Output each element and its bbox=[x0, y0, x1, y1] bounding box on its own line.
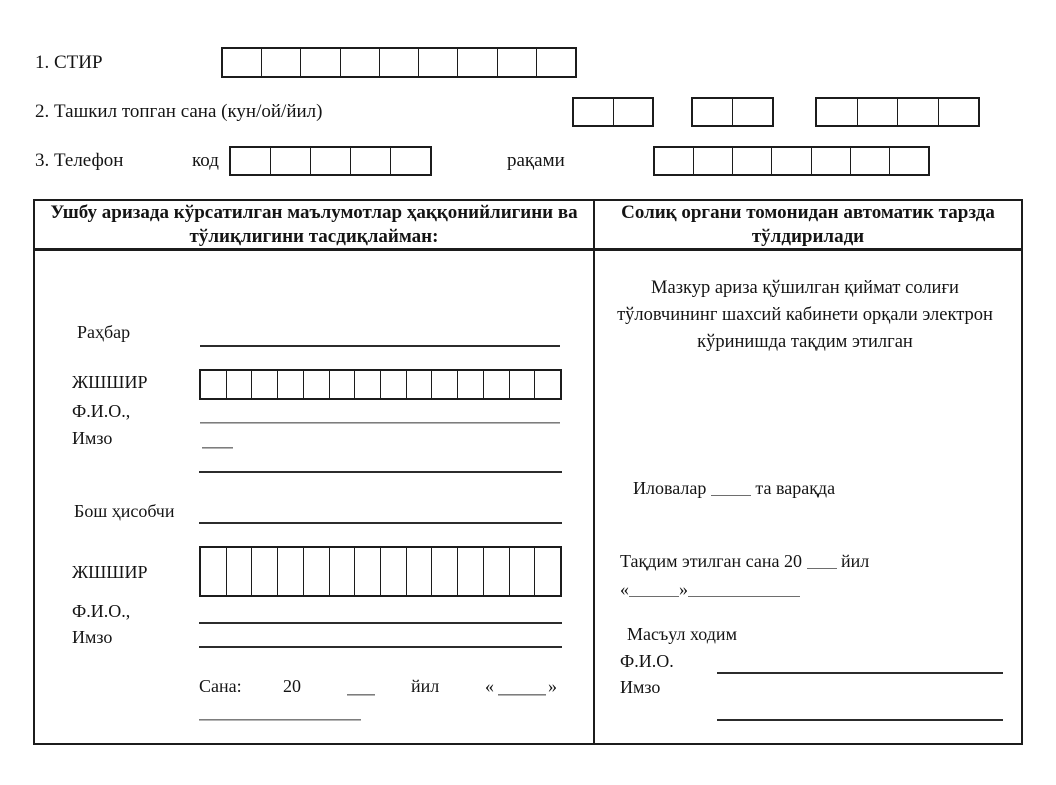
submitted-quote-open: « bbox=[620, 579, 629, 599]
input-cell[interactable] bbox=[772, 148, 811, 174]
input-cell[interactable] bbox=[458, 371, 484, 398]
input-cell[interactable] bbox=[201, 548, 227, 595]
date-bottom-line[interactable] bbox=[199, 719, 361, 720]
submitted-month-blank[interactable] bbox=[688, 582, 800, 597]
input-cell[interactable] bbox=[537, 49, 575, 76]
submitted-prefix: Тақдим этилган сана 20 bbox=[620, 551, 802, 571]
attachments-suffix: та варақда bbox=[755, 478, 836, 498]
input-cell[interactable] bbox=[252, 548, 278, 595]
input-cell[interactable] bbox=[311, 148, 351, 174]
input-cell[interactable] bbox=[733, 148, 772, 174]
input-cell[interactable] bbox=[858, 99, 899, 125]
input-cell[interactable] bbox=[510, 548, 536, 595]
director-signature-label: Имзо bbox=[72, 428, 113, 448]
left-column-header: Ушбу аризада кўрсатилган маълумотлар ҳаққонийлигини ва тўлиқлигини тасдиқлайман: bbox=[50, 202, 578, 247]
input-cell[interactable] bbox=[510, 371, 536, 398]
director-fio-label: Ф.И.О., bbox=[72, 401, 131, 421]
accountant-signature-line[interactable] bbox=[199, 646, 562, 648]
input-cell[interactable] bbox=[484, 548, 510, 595]
input-cell[interactable] bbox=[271, 148, 311, 174]
input-cell[interactable] bbox=[614, 99, 653, 125]
input-cell[interactable] bbox=[484, 371, 510, 398]
input-cell[interactable] bbox=[535, 548, 560, 595]
founded-date-month-boxes[interactable] bbox=[691, 97, 774, 127]
date-quote-close: » bbox=[548, 676, 557, 696]
founded-date-year-boxes[interactable] bbox=[815, 97, 980, 127]
date-century: 20 bbox=[283, 676, 301, 696]
director-name-line[interactable] bbox=[200, 345, 560, 347]
input-cell[interactable] bbox=[407, 548, 433, 595]
input-cell[interactable] bbox=[341, 49, 380, 76]
input-cell[interactable] bbox=[351, 148, 391, 174]
submitted-day-blank[interactable] bbox=[629, 582, 679, 597]
input-cell[interactable] bbox=[330, 371, 356, 398]
accountant-fio-label: Ф.И.О., bbox=[72, 601, 131, 621]
submitted-year-blank[interactable] bbox=[807, 554, 837, 569]
input-cell[interactable] bbox=[391, 148, 430, 174]
input-cell[interactable] bbox=[432, 548, 458, 595]
official-fio-label: Ф.И.О. bbox=[620, 651, 674, 671]
input-cell[interactable] bbox=[939, 99, 979, 125]
input-cell[interactable] bbox=[817, 99, 858, 125]
chief-accountant-label: Бош ҳисобчи bbox=[74, 501, 175, 521]
input-cell[interactable] bbox=[498, 49, 537, 76]
phone-number-label: рақами bbox=[507, 150, 565, 171]
confirmation-table bbox=[33, 199, 1023, 745]
input-cell[interactable] bbox=[231, 148, 271, 174]
accountant-jshshir-boxes[interactable] bbox=[199, 546, 562, 597]
attachments-count-blank[interactable] bbox=[711, 481, 751, 496]
input-cell[interactable] bbox=[381, 371, 407, 398]
input-cell[interactable] bbox=[252, 371, 278, 398]
input-cell[interactable] bbox=[330, 548, 356, 595]
attachments-line bbox=[633, 478, 835, 499]
date-label: Сана: bbox=[199, 676, 242, 696]
input-cell[interactable] bbox=[890, 148, 928, 174]
input-cell[interactable] bbox=[407, 371, 433, 398]
stir-boxes[interactable] bbox=[221, 47, 577, 78]
input-cell[interactable] bbox=[262, 49, 301, 76]
input-cell[interactable] bbox=[278, 548, 304, 595]
date-year-word: йил bbox=[411, 676, 440, 696]
director-label: Раҳбар bbox=[77, 322, 131, 342]
director-jshshir-boxes[interactable] bbox=[199, 369, 562, 400]
header-separator bbox=[35, 248, 1021, 251]
input-cell[interactable] bbox=[694, 148, 733, 174]
accountant-fio-line[interactable] bbox=[199, 622, 562, 624]
input-cell[interactable] bbox=[812, 148, 851, 174]
input-cell[interactable] bbox=[419, 49, 458, 76]
input-cell[interactable] bbox=[432, 371, 458, 398]
chief-accountant-name-line[interactable] bbox=[199, 522, 562, 524]
input-cell[interactable] bbox=[355, 548, 381, 595]
director-fio-line[interactable] bbox=[200, 422, 560, 423]
official-signature-line[interactable] bbox=[717, 719, 1003, 721]
director-jshshir-label: ЖШШИР bbox=[72, 372, 148, 392]
input-cell[interactable] bbox=[381, 548, 407, 595]
date-day-blank[interactable] bbox=[498, 694, 546, 695]
phone-label: 3. Телефон bbox=[35, 150, 124, 171]
accountant-jshshir-label: ЖШШИР bbox=[72, 562, 148, 582]
phone-code-boxes[interactable] bbox=[229, 146, 432, 176]
input-cell[interactable] bbox=[574, 99, 614, 125]
founded-date-day-boxes[interactable] bbox=[572, 97, 654, 127]
electronic-submission-note: Мазкур ариза қўшилган қиймат солиғи тўловчининг шахсий кабинети орқали электрон кўринишда тақдим этилган bbox=[617, 278, 993, 352]
right-column-header: Солиқ органи томонидан автоматик тарзда тўлдирилади bbox=[621, 202, 995, 247]
official-signature-label: Имзо bbox=[620, 677, 661, 697]
input-cell[interactable] bbox=[458, 49, 497, 76]
input-cell[interactable] bbox=[898, 99, 939, 125]
input-cell[interactable] bbox=[355, 371, 381, 398]
director-signature-line[interactable] bbox=[199, 471, 562, 473]
official-label: Масъул ходим bbox=[627, 624, 737, 644]
official-fio-line[interactable] bbox=[717, 672, 1003, 674]
input-cell[interactable] bbox=[380, 49, 419, 76]
input-cell[interactable] bbox=[733, 99, 772, 125]
stir-label: 1. СТИР bbox=[35, 52, 103, 73]
input-cell[interactable] bbox=[278, 371, 304, 398]
accountant-signature-label: Имзо bbox=[72, 627, 113, 647]
column-divider bbox=[593, 201, 595, 743]
input-cell[interactable] bbox=[458, 548, 484, 595]
input-cell[interactable] bbox=[693, 99, 733, 125]
phone-number-boxes[interactable] bbox=[653, 146, 930, 176]
submitted-day-line bbox=[620, 579, 800, 600]
director-signature-short-line[interactable] bbox=[202, 447, 233, 448]
input-cell[interactable] bbox=[227, 371, 253, 398]
input-cell[interactable] bbox=[851, 148, 890, 174]
date-quote-open: « bbox=[485, 676, 494, 696]
submitted-quote-close: » bbox=[679, 579, 688, 599]
input-cell[interactable] bbox=[304, 371, 330, 398]
date-year-blank[interactable] bbox=[347, 694, 375, 695]
input-cell[interactable] bbox=[223, 49, 262, 76]
phone-code-label: код bbox=[192, 150, 219, 171]
submitted-date-line bbox=[620, 551, 869, 572]
input-cell[interactable] bbox=[201, 371, 227, 398]
input-cell[interactable] bbox=[301, 49, 340, 76]
input-cell[interactable] bbox=[535, 371, 560, 398]
input-cell[interactable] bbox=[227, 548, 253, 595]
attachments-prefix: Иловалар bbox=[633, 478, 707, 498]
founded-date-label: 2. Ташкил топган сана (кун/ой/йил) bbox=[35, 101, 323, 122]
submitted-suffix: йил bbox=[841, 551, 870, 571]
input-cell[interactable] bbox=[304, 548, 330, 595]
input-cell[interactable] bbox=[655, 148, 694, 174]
